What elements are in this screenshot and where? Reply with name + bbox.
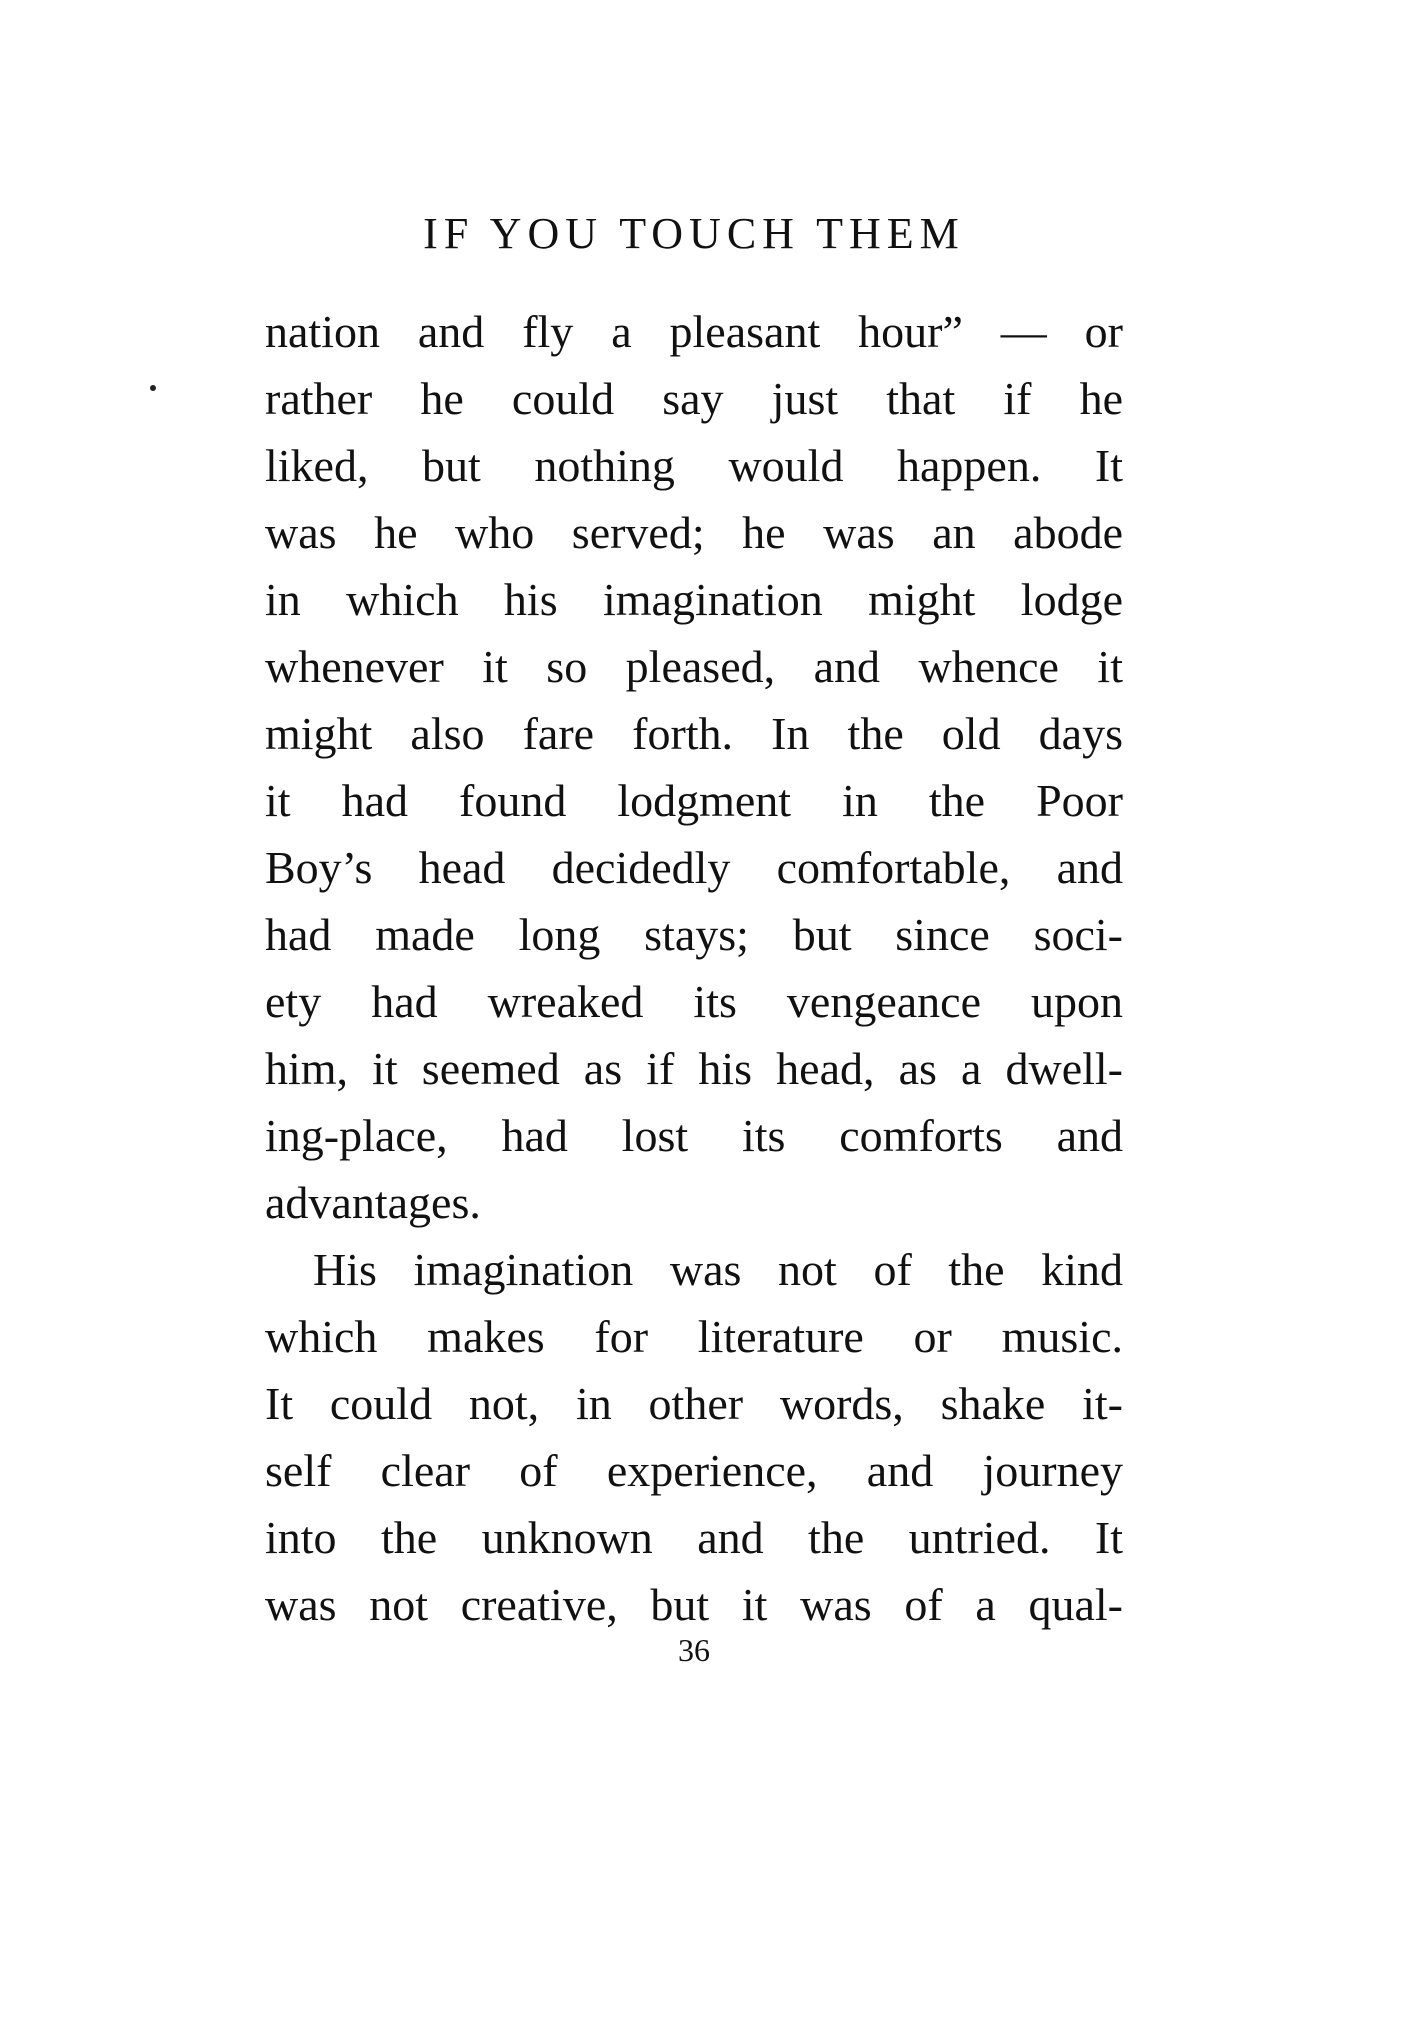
text-line: in which his imagination might lodge xyxy=(265,574,1123,625)
text-line: was he who served; he was an abode xyxy=(265,507,1123,558)
text-line: was not creative, but it was of a qual- xyxy=(265,1579,1123,1630)
text-line: His imagination was not of the kind xyxy=(313,1244,1123,1295)
text-line: ing-place, had lost its comforts and xyxy=(265,1110,1123,1161)
text-line: Boy’s head decidedly comfortable, and xyxy=(265,842,1123,893)
text-line: whenever it so pleased, and whence it xyxy=(265,641,1123,692)
text-line: it had found lodgment in the Poor xyxy=(265,775,1123,826)
text-line: self clear of experience, and journey xyxy=(265,1445,1123,1496)
text-line: which makes for literature or music. xyxy=(265,1311,1123,1362)
text-line: him, it seemed as if his head, as a dwell- xyxy=(265,1043,1123,1094)
speck xyxy=(150,385,156,391)
body-text xyxy=(265,298,1123,1638)
text-line: might also fare forth. In the old days xyxy=(265,708,1123,759)
text-line: ety had wreaked its vengeance upon xyxy=(265,976,1123,1027)
text-line: It could not, in other words, shake it- xyxy=(265,1378,1123,1429)
text-line: rather he could say just that if he xyxy=(265,373,1123,424)
running-head: IF YOU TOUCH THEM xyxy=(423,209,965,258)
page-number: 36 xyxy=(678,1632,710,1668)
text-line: nation and fly a pleasant hour” — or xyxy=(265,306,1123,357)
text-line: had made long stays; but since soci- xyxy=(265,909,1123,960)
text-line: liked, but nothing would happen. It xyxy=(265,440,1123,491)
text-line: into the unknown and the untried. It xyxy=(265,1512,1123,1563)
text-line: advantages. xyxy=(265,1177,481,1228)
